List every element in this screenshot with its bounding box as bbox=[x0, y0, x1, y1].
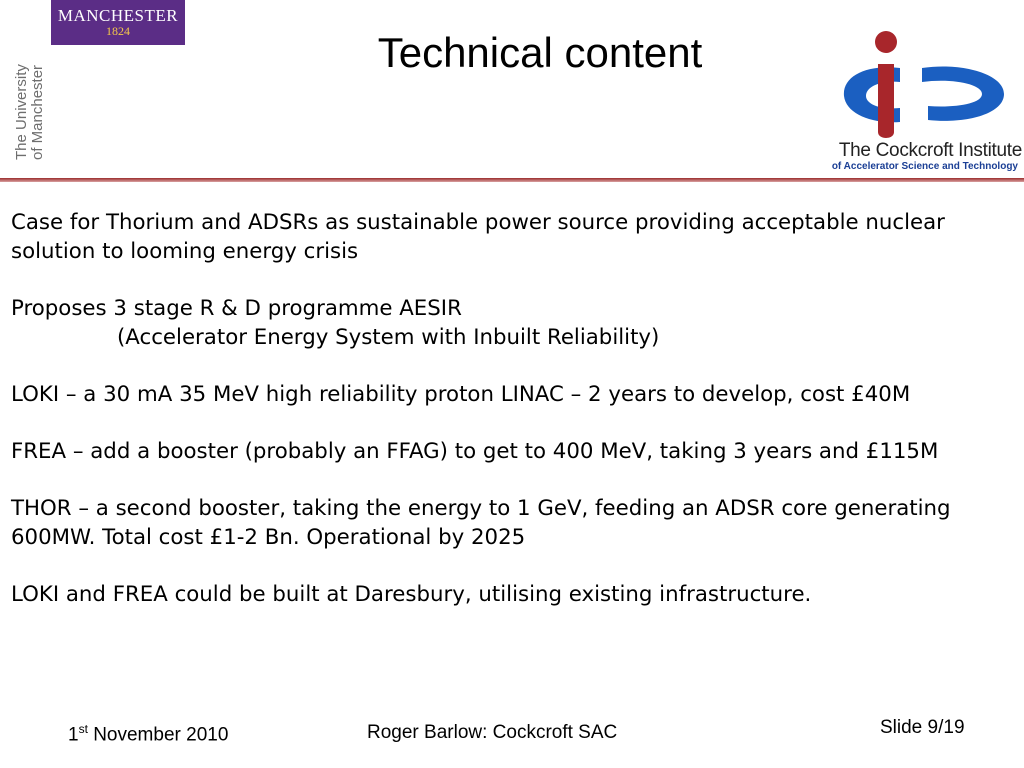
cockcroft-i-dot bbox=[875, 31, 897, 53]
paragraph-frea: FREA – add a booster (probably an FFAG) to get to 400 MeV, taking 3 years and £115M bbox=[11, 439, 939, 464]
manchester-logo-word: MANCHESTER bbox=[57, 6, 179, 25]
paragraph-aesir-acronym: (Accelerator Energy System with Inbuilt Reliability) bbox=[117, 325, 660, 350]
cockcroft-right-arc bbox=[922, 66, 1004, 120]
manchester-logo bbox=[51, 0, 185, 45]
paragraph-thor: THOR – a second booster, taking the energy to 1 GeV, feeding an ADSR core generating 600MW. Total cost £1-2 Bn. Operational by 2025 bbox=[11, 496, 951, 550]
cockcroft-subtitle: of Accelerator Science and Technology bbox=[831, 161, 1018, 172]
slide-body bbox=[11, 208, 1011, 637]
cockcroft-i-stem bbox=[878, 64, 894, 138]
paragraph-case: Case for Thorium and ADSRs as sustainable power source providing acceptable nuclear solution to looming energy crisis bbox=[11, 210, 945, 264]
footer-date: 1st November 2010 bbox=[68, 722, 229, 746]
header-divider bbox=[0, 178, 1024, 182]
paragraph-daresbury: LOKI and FREA could be built at Daresbury, utilising existing infrastructure. bbox=[11, 582, 812, 607]
slide-title: Technical content bbox=[377, 29, 703, 76]
manchester-logo-year: 1824 bbox=[106, 24, 130, 38]
paragraph-aesir bbox=[11, 294, 1011, 352]
university-name-line2: of Manchester bbox=[29, 64, 46, 160]
cockcroft-name: The Cockcroft Institute bbox=[838, 140, 1022, 161]
footer-author: Roger Barlow: Cockcroft SAC bbox=[367, 722, 618, 743]
university-name-vertical bbox=[14, 40, 48, 160]
paragraph-aesir-text: Proposes 3 stage R & D programme AESIR bbox=[11, 296, 462, 321]
paragraph-loki: LOKI – a 30 mA 35 MeV high reliability proton LINAC – 2 years to develop, cost £40M bbox=[11, 382, 911, 407]
footer-slide-number: Slide 9/19 bbox=[880, 717, 965, 738]
university-name-line1: The University bbox=[13, 64, 30, 160]
